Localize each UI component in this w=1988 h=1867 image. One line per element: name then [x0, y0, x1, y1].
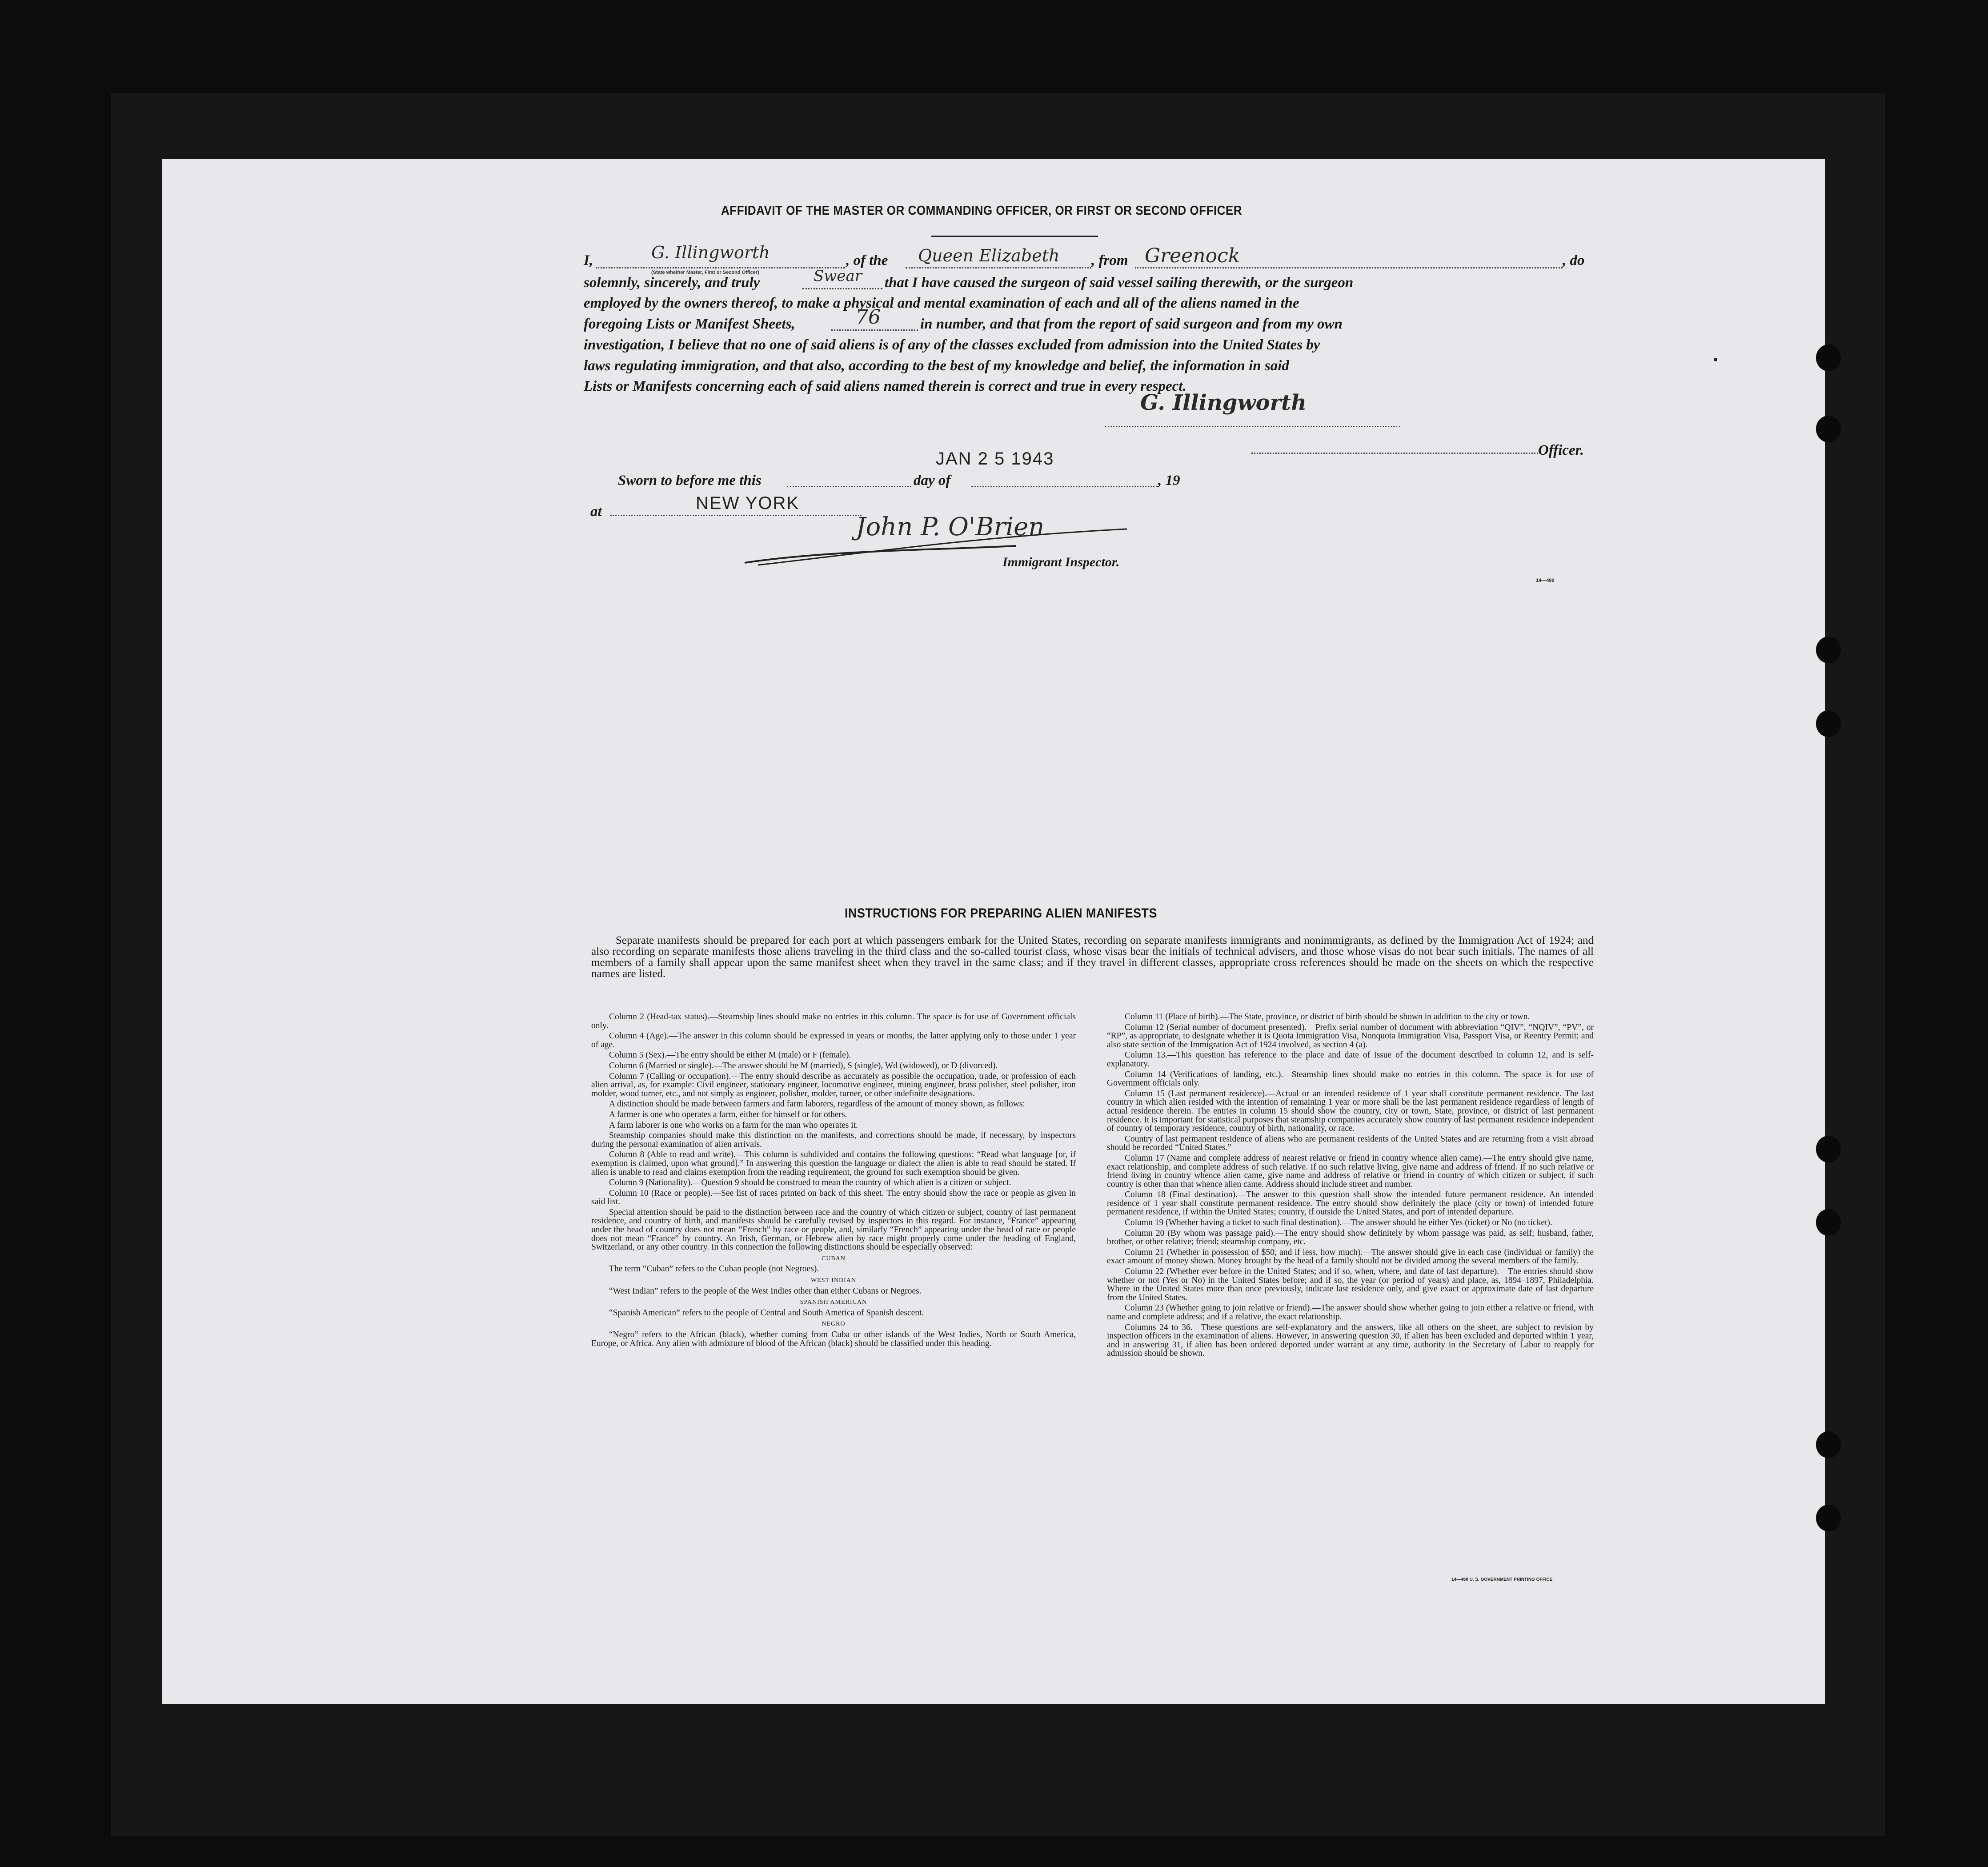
left-paragraph: Column 6 (Married or single).—The answer should be M (married), S (single), Wd (widowed), or D (divorced).: [609, 1061, 998, 1070]
heading-negro: NEGRO: [822, 1321, 846, 1328]
right-paragraph: Column 19 (Whether having a ticket to such final destination).—The answer should be either Yes (ticket) or No (no ticket).: [1125, 1218, 1552, 1228]
right-paragraph: Column 22 (Whether ever before in the United States; and if so, when, where, and date of last departure).—The entries should show whether or not (Yes or No) in the United States before; and if so, the year (or period of years) and place, as, 1894–1897, Philadelphia. Where in the United States more than once previously, indicate last residence only, and give exact or approximate date of last departure from the United States.: [1107, 1267, 1594, 1302]
heading-west-indian: WEST INDIAN: [810, 1277, 857, 1284]
date-stamp: JAN 2 5 1943: [936, 449, 1054, 469]
right-paragraph: Column 13.—This question has reference to the place and date of issue of the document described in column 12, and is self-explanatory.: [1107, 1050, 1594, 1069]
left-paragraph: A farm laborer is one who works on a farm for the man who operates it.: [609, 1120, 858, 1130]
left-paragraph: A farmer is one who operates a farm, either for himself or for others.: [609, 1110, 847, 1119]
scan-speck: [1714, 358, 1717, 361]
officer-signature: G. Illingworth: [1140, 390, 1307, 415]
officer-label: Officer.: [1538, 442, 1584, 458]
text-cuban: The term “Cuban” refers to the Cuban people (not Negroes).: [609, 1264, 819, 1274]
text-negro: “Negro” refers to the African (black), whether coming from Cuba or other islands of the West Indies, North or South America, Europe, or Africa. Any alien with admixture of blood of the African (black) should be classified under this heading.: [591, 1330, 1076, 1348]
port-blank: [1135, 267, 1563, 268]
handwritten-port: Greenock: [1145, 244, 1240, 267]
verb-blank: [802, 288, 882, 289]
right-paragraph: Column 14 (Verifications of landing, etc.).—Steamship lines should make no entries in this column. The space is for use of Government officials only.: [1107, 1070, 1594, 1088]
left-paragraph: A distinction should be made between farmers and farm laborers, regardless of the amount of money shown, as follows:: [609, 1099, 1025, 1109]
binder-hole: [1816, 710, 1841, 737]
affidavit-line2-b: that I have caused the surgeon of said vessel sailing therewith, or the surgeon: [885, 275, 1354, 291]
vessel-blank: [906, 267, 1091, 268]
instructions-left-column: [591, 1013, 1076, 1350]
sworn-month-blank: [971, 486, 1158, 487]
right-paragraph: Column 20 (By whom was passage paid).—The entry should show definitely by whom passage was paid, as self; husband, father, brother, or other relative; friend; steamship company, etc.: [1107, 1228, 1594, 1247]
binder-hole: [1816, 637, 1841, 663]
affidavit-line6: laws regulating immigration, and that also, according to the best of my knowledge and belief, the information in said: [584, 358, 1289, 374]
year-prefix: , 19: [1158, 473, 1180, 489]
sworn-label: Sworn to before me this: [618, 473, 762, 489]
at-place-blank: [610, 515, 862, 516]
form-code: 14—480: [1536, 578, 1555, 583]
officer-signature-line: [1105, 426, 1400, 427]
handwritten-officer-name: G. Illingworth: [651, 243, 770, 262]
left-paragraph: Column 7 (Calling or occupation).—The entry should describe as accurately as possible the occupation, trade, or profession of each alien arrival, as, for example: Civil engineer, stationary engineer, locomotive engineer, mining engineer, brass polisher, steel polisher, iron molder, wood turner, etc., and not simply as engineer, polisher, molder, turner, or other indefinite designations.: [591, 1071, 1076, 1098]
officer-name-blank: [596, 267, 845, 268]
affidavit-line7: Lists or Manifests concerning each of said aliens named therein is correct and true in every respect.: [584, 378, 1186, 394]
instructions-intro: Separate manifests should be prepared for each port at which passengers embark for the United States, recording on separate manifests immigrants and nonimmigrants, as defined by the Immigration Act of 1924; and also recording on separate manifests those aliens traveling in the third class and the so-called tourist class, whose visas bear the initials of technical advisers, and those whose visas do not bear such initials. The names of all members of a family shall appear upon the same manifest sheet when they travel in the same class; and if they travel in different classes, appropriate cross references should be made on the sheets on which the respective names are listed.: [591, 934, 1594, 980]
left-paragraph: Column 4 (Age).—The answer in this column should be expressed in years or months, the latter applying only to those under 1 year of age.: [591, 1031, 1076, 1050]
left-paragraph: Steamship companies should make this distinction on the manifests, and corrections should be made, if necessary, by inspectors during the personal examination of alien arrivals.: [591, 1131, 1076, 1149]
binder-hole: [1816, 1209, 1841, 1236]
binder-hole: [1816, 345, 1841, 371]
right-paragraph: Country of last permanent residence of aliens who are permanent residents of the United States and are returning from a visit abroad should be recorded “United States.”: [1107, 1134, 1594, 1153]
binder-hole: [1816, 1431, 1841, 1458]
right-paragraph: Column 12 (Serial number of document presented).—Prefix serial number of document with abbreviation “QIV”, “NQIV”, “PV”, or “RP”, as appropriate, to designate whether it is Quota Immigration Visa, Nonquota Immigration Visa, Passport Visa, or Reentry Permit; and also state section of the Immigration Act of 1924 involved, as section 4 (a).: [1107, 1022, 1594, 1050]
heading-spanish-american: SPANISH AMERICAN: [800, 1299, 867, 1306]
right-paragraph: Column 15 (Last permanent residence).—Actual or an intended residence of 1 year shall constitute permanent residence. The last country in which alien resided with the intention of remaining 1 year or more shall be the last permanent residence regardless of length of actual residence therein. The entries in column 15 should show the country, city or town, State, province, or district of last permanent residence. It is important for statistical purposes that steamship companies accurately show country of last permanent residence independent of country of temporary residence, country of birth, nationality, or race.: [1107, 1089, 1594, 1134]
instructions-title: INSTRUCTIONS FOR PREPARING ALIEN MANIFESTS: [845, 906, 1157, 921]
left-paragraph: Special attention should be paid to the distinction between race and the country of which citizen or subject, country of last permanent residence, and country of birth, and manifests should be carefully revised by inspectors in this regard. For instance, “France” appearing under the head of country does not mean “French” by race or people, and, similarly “French” appearing under the head of race or people does not mean “France” by country. An Irish, German, or Hebrew alien by race might properly come under the heading of England, Switzerland, or any other country. In this connection the following distinctions should be especially observed:: [591, 1207, 1076, 1252]
instructions-right-column: [1107, 1013, 1594, 1360]
affidavit-of-the: , of the: [846, 252, 888, 268]
handwritten-vessel: Queen Elizabeth: [918, 246, 1060, 265]
at-label: at: [590, 504, 602, 520]
left-paragraph: Column 5 (Sex).—The entry should be either M (male) or F (female).: [609, 1050, 851, 1060]
affidavit-line4-a: foregoing Lists or Manifest Sheets,: [584, 316, 795, 332]
text-west-indian: “West Indian” refers to the people of the West Indies other than either Cubans or Negroes.: [609, 1286, 922, 1296]
right-paragraph: Column 17 (Name and complete address of nearest relative or friend in country whence alien came).—The entry should give name, exact relationship, and complete address of such relative. If no such relative living, give name and address of friend. If no such relative or friend living in country whence alien came, give name and address of relative or friend in country of which citizen or subject, if such country is other than that whence alien came. Address should include street and number.: [1107, 1153, 1594, 1189]
heading-cuban: CUBAN: [821, 1255, 846, 1262]
left-paragraph: Column 8 (Able to read and write).—This column is subdivided and contains the following questions: “Read what language [or, if exemption is claimed, upon what ground].” In answering this question the language or dialect the alien is able to read should be stated. If alien is unable to read and claims exemption from the reading requirement, the ground for such exemption should be given.: [591, 1150, 1076, 1177]
binder-hole: [1816, 1505, 1841, 1531]
sworn-day-blank: [787, 486, 911, 487]
text-spanish-american: “Spanish American” refers to the people of Central and South America of Spanish descent.: [609, 1308, 924, 1318]
affidavit-from: , from: [1091, 252, 1128, 268]
sheets-blank: [831, 329, 918, 331]
officer-title-line: [1251, 453, 1538, 454]
left-paragraph: Column 9 (Nationality).—Question 9 should be construed to mean the country of which alien is a citizen or subject.: [609, 1178, 1011, 1188]
left-paragraph: Column 2 (Head-tax status).—Steamship lines should make no entries in this column. The space is for use of Government officials only.: [591, 1012, 1076, 1030]
affidavit-line4-b: in number, and that from the report of said surgeon and from my own: [920, 316, 1343, 332]
right-paragraph: Column 11 (Place of birth).—The State, province, or district of birth should be shown in addition to the city or town.: [1125, 1012, 1530, 1022]
handwritten-verb: Swear: [814, 267, 862, 285]
affidavit-title: AFFIDAVIT OF THE MASTER OR COMMANDING OFFICER, OR FIRST OR SECOND OFFICER: [721, 204, 1242, 218]
right-paragraph: Column 23 (Whether going to join relative or friend).—The answer should show whether going to join either a relative or friend, with name and complete address; and if a relative, the exact relationship.: [1107, 1303, 1594, 1322]
affidavit-do: , do: [1563, 252, 1585, 268]
printing-office-footer: 14—480 U. S. GOVERNMENT PRINTING OFFICE: [1451, 1577, 1553, 1582]
binder-hole: [1816, 1136, 1841, 1162]
state-officer-note: (State whether Master, First or Second Officer): [651, 270, 759, 275]
title-underline: [931, 236, 1098, 237]
right-paragraph: Columns 24 to 36.—These questions are self-explanatory and the answers, like all others on the sheet, are subject to revision by inspection officers in the examination of aliens. However, in answering question 30, if alien has been excluded and deported within 1 year, and in answering 31, if alien has been ordered deported under warrant at any time, authority in the Secretary of Labor to reapply for admission should be shown.: [1107, 1322, 1594, 1358]
inspector-signature: John P. O'Brien: [856, 513, 1045, 541]
left-paragraph: Column 10 (Race or people).—See list of races printed on back of this sheet. The entry should show the race or people as given in said list.: [591, 1188, 1076, 1207]
right-paragraph: Column 18 (Final destination).—The answer to this question shall show the intended future permanent residence. An intended residence of 1 year shall constitute permanent residence. The entry should show definitely the place (city or town) of intended future permanent residence, if within the United States; country, if outside the United States, and port of intended departure.: [1107, 1190, 1594, 1217]
inspector-label: Immigrant Inspector.: [1002, 555, 1120, 569]
place-stamp: NEW YORK: [696, 493, 800, 513]
affidavit-line3: employed by the owners thereof, to make a physical and mental examination of each and all of the aliens named in the: [584, 295, 1299, 311]
right-paragraph: Column 21 (Whether in possession of $50, and if less, how much).—The answer should give in each case (individual or family) the exact amount of money shown. Money brought by the head of a family should not be divided among the several members of the family.: [1107, 1247, 1594, 1266]
affidavit-line2-a: solemnly, sincerely, and truly: [584, 275, 760, 291]
handwritten-sheets: 76: [856, 306, 881, 329]
document-page: [162, 159, 1825, 1704]
affidavit-line5: investigation, I believe that no one of said aliens is of any of the classes excluded from admission into the United States by: [584, 337, 1320, 353]
affidavit-line1-i: I,: [584, 252, 593, 268]
day-of-label: day of: [914, 473, 951, 489]
binder-hole: [1816, 416, 1841, 442]
